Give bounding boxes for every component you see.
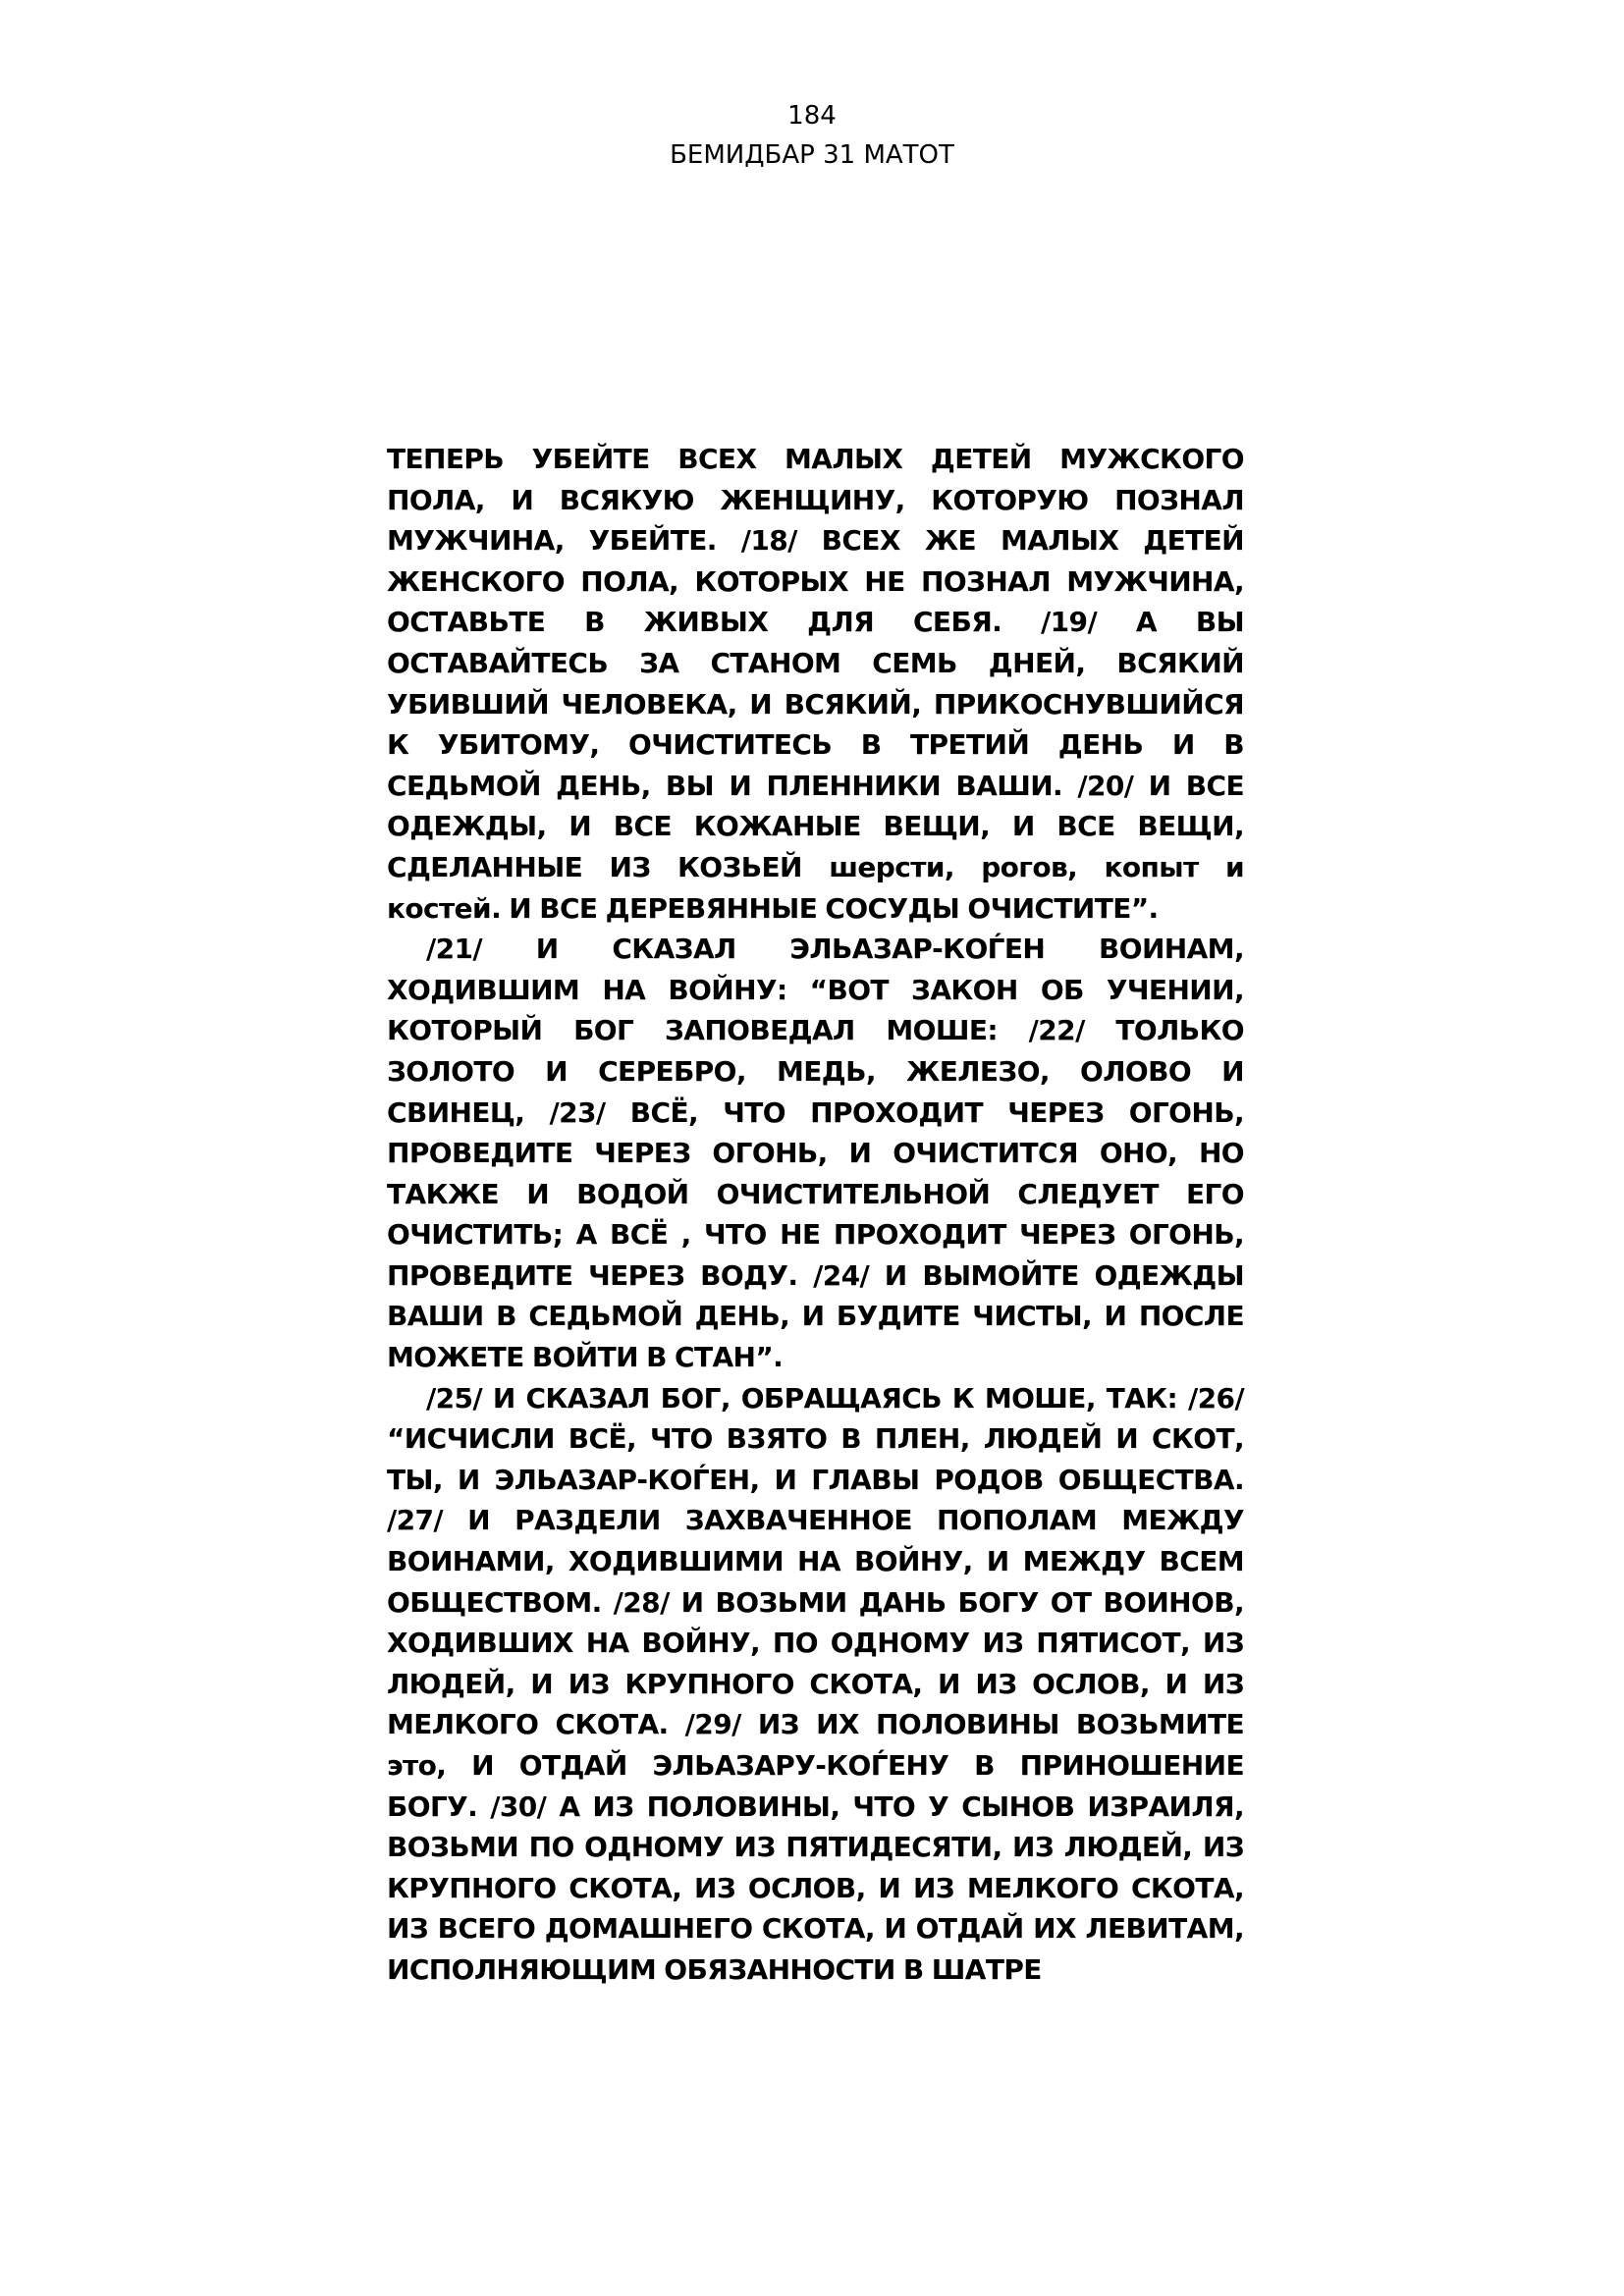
paragraph: /25/ И СКАЗАЛ БОГ, ОБРАЩАЯСЬ К МОШЕ, ТАК: /26/ “ИСЧИСЛИ ВСЁ, ЧТО ВЗЯТО В ПЛЕН, ЛЮДЕЙ И СКОТ, ТЫ, И ЭЛЬАЗАР-КОЃЕН, И ГЛАВЫ РОДОВ ОБЩЕСТВА. /27/ И РАЗДЕЛИ ЗАХВАЧЕННОЕ ПОПОЛАМ МЕЖДУ ВОИНАМИ, ХОДИВШИМИ НА ВОЙНУ, И МЕЖДУ ВСЕМ ОБЩЕСТВОМ. /28/ И ВОЗЬМИ ДАНЬ БОГУ ОТ ВОИНОВ, ХОДИВШИХ НА ВОЙНУ, ПО ОДНОМУ ИЗ ПЯТИСОТ, ИЗ ЛЮДЕЙ, И ИЗ КРУПНОГО СКОТА, И ИЗ ОСЛОВ, И ИЗ МЕЛКОГО СКОТА. /29/ ИЗ ИХ ПОЛОВИНЫ ВОЗЬМИТЕ это, И ОТДАЙ ЭЛЬАЗАРУ-КОЃЕНУ В ПРИНОШЕНИЕ БОГУ. /30/ А ИЗ ПОЛОВИНЫ, ЧТО У СЫНОВ ИЗРАИЛЯ, ВОЗЬМИ ПО ОДНОМУ ИЗ ПЯТИДЕСЯТИ, ИЗ ЛЮДЕЙ, ИЗ КРУПНОГО СКОТА, ИЗ ОСЛОВ, И ИЗ МЕЛКОГО СКОТА, ИЗ ВСЕГО ДОМАШНЕГО СКОТА, И ОТДАЙ ИХ ЛЕВИТАМ, ИСПОЛНЯЮЩИМ ОБЯЗАННОСТИ В ШАТРЕ (387, 1381, 1244, 1986)
body-text (387, 439, 1244, 1991)
paragraph: ТЕПЕРЬ УБЕЙТЕ ВСЕХ МАЛЫХ ДЕТЕЙ МУЖСКОГО ПОЛА, И ВСЯКУЮ ЖЕНЩИНУ, КОТОРУЮ ПОЗНАЛ МУЖЧИНА, УБЕЙТЕ. /18/ ВСЕХ ЖЕ МАЛЫХ ДЕТЕЙ ЖЕНСКОГО ПОЛА, КОТОРЫХ НЕ ПОЗНАЛ МУЖЧИНА, ОСТАВЬТЕ В ЖИВЫХ ДЛЯ СЕБЯ. /19/ А ВЫ ОСТАВАЙТЕСЬ ЗА СТАНОМ СЕМЬ ДНЕЙ, ВСЯКИЙ УБИВШИЙ ЧЕЛОВЕКА, И ВСЯКИЙ, ПРИКОСНУВШИЙСЯ К УБИТОМУ, ОЧИСТИТЕСЬ В ТРЕТИЙ ДЕНЬ И В СЕДЬМОЙ ДЕНЬ, ВЫ И ПЛЕННИКИ ВАШИ. /20/ И ВСЕ ОДЕЖДЫ, И ВСЕ КОЖАНЫЕ ВЕЩИ, И ВСЕ ВЕЩИ, СДЕЛАННЫЕ ИЗ КОЗЬЕЙ шерсти, рогов, копыт и костей. И ВСЕ ДЕРЕВЯННЫЕ СОСУДЫ ОЧИСТИТЕ”. (387, 443, 1244, 925)
page-number: 184 (787, 101, 837, 131)
paragraph: /21/ И СКАЗАЛ ЭЛЬАЗАР-КОЃЕН ВОИНАМ, ХОДИВШИМ НА ВОЙНУ: “ВОТ ЗАКОН ОБ УЧЕНИИ, КОТОРЫЙ БОГ ЗАПОВЕДАЛ МОШЕ: /22/ ТОЛЬКО ЗОЛОТО И СЕРЕБРО, МЕДЬ, ЖЕЛЕЗО, ОЛОВО И СВИНЕЦ, /23/ ВСЁ, ЧТО ПРОХОДИТ ЧЕРЕЗ ОГОНЬ, ПРОВЕДИТЕ ЧЕРЕЗ ОГОНЬ, И ОЧИСТИТСЯ ОНО, НО ТАКЖЕ И ВОДОЙ ОЧИСТИТЕЛЬНОЙ СЛЕДУЕТ ЕГО ОЧИСТИТЬ; А ВСЁ , ЧТО НЕ ПРОХОДИТ ЧЕРЕЗ ОГОНЬ, ПРОВЕДИТЕ ЧЕРЕЗ ВОДУ. /24/ И ВЫМОЙТЕ ОДЕЖДЫ ВАШИ В СЕДЬМОЙ ДЕНЬ, И БУДИТЕ ЧИСТЫ, И ПОСЛЕ МОЖЕТЕ ВОЙТИ В СТАН”. (387, 933, 1244, 1374)
running-header: БЕМИДБАР 31 МАТОТ (670, 140, 954, 170)
